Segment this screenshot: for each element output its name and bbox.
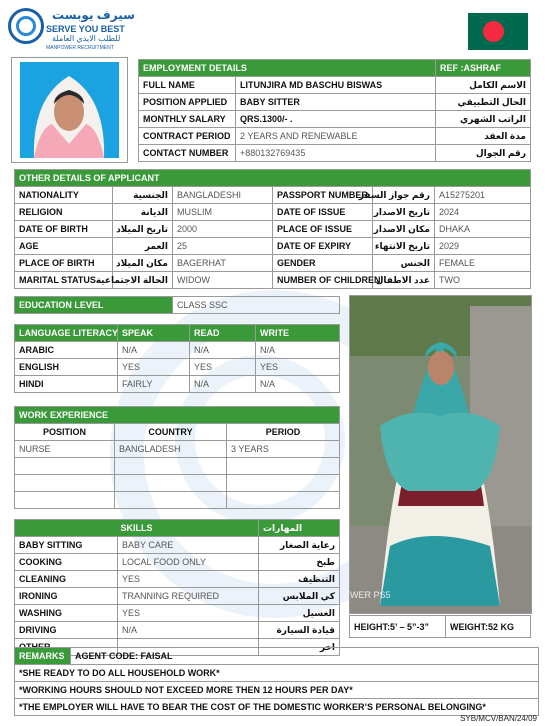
reference-code: REF :ASHRAF	[436, 60, 531, 77]
applicant-photo	[11, 57, 128, 163]
work-title: WORK EXPERIENCE	[15, 407, 340, 424]
work-experience-table	[14, 406, 340, 509]
other-details-table	[14, 169, 531, 289]
skill-row: اخر	[15, 639, 340, 656]
weight-value: WEIGHT:52 KG	[446, 616, 531, 638]
work-row	[15, 475, 340, 492]
employment-row: CONTRACT PERIOD 2 YEARS AND RENEWABLE مدة العقد	[139, 128, 531, 145]
remarks-table	[14, 647, 539, 716]
skills-title-arabic: المهارات	[259, 520, 340, 537]
agent-code: AGENT CODE: FAISAL	[71, 648, 539, 665]
language-header-row: LANGUAGE LITERACY SPEAK READ WRITE	[15, 325, 340, 342]
other-details-title: OTHER DETAILS OF APPLICANT	[15, 170, 531, 187]
language-table	[14, 324, 340, 393]
skill-row: WASHING YES الغسيل	[15, 605, 340, 622]
language-row: ENGLISH YES YES YES	[15, 359, 340, 376]
detail-row: MARITAL STATUS الحالة الاجتماعية WIDOW NUMBER OF CHILDREN عدد الاطفال TWO	[15, 272, 531, 289]
work-row	[15, 492, 340, 509]
skills-table	[14, 519, 340, 656]
work-row: NURSE BANGLADESH 3 YEARS	[15, 441, 340, 458]
skill-row: BABY SITTING BABY CARE رعاية الصغار	[15, 537, 340, 554]
language-row: ARABIC N/A N/A N/A	[15, 342, 340, 359]
education-label: EDUCATION LEVEL	[15, 297, 173, 314]
education-value: CLASS SSC	[173, 297, 340, 314]
detail-row: DATE OF BIRTH تاريخ الميلاد 2000 PLACE OF ISSUE مكان الاصدار DHAKA	[15, 221, 531, 238]
employment-row: FULL NAME LITUNJIRA MD BASCHU BISWAS الاسم الكامل	[139, 77, 531, 94]
height-value: HEIGHT:5’ – 5”-3”	[350, 616, 446, 638]
employment-row: POSITION APPLIED BABY SITTER الحال التطبيقي	[139, 94, 531, 111]
bangladesh-flag-icon	[468, 13, 528, 50]
education-table	[14, 296, 340, 314]
remarks-label: REMARKS	[15, 648, 71, 665]
brand-arabic-sub: للطلب الايدي العاملة	[52, 34, 121, 43]
work-row	[15, 458, 340, 475]
skills-title: SKILLS	[15, 520, 259, 537]
language-row: HINDI FAIRLY N/A N/A	[15, 376, 340, 393]
employment-row: CONTACT NUMBER +880132769435 رقم الجوال	[139, 145, 531, 162]
employment-title: EMPLOYMENT DETAILS	[139, 60, 436, 77]
remark-line: *WORKING HOURS SHOULD NOT EXCEED MORE THEN 12 HOURS PER DAY*	[15, 682, 539, 699]
skill-row: DRIVING N/A قيادة السيارة	[15, 622, 340, 639]
skill-row: IRONING TRANNING REQUIRED كي الملابس	[15, 588, 340, 605]
detail-row: PLACE OF BIRTH مكان الميلاد BAGERHAT GENDER الجنس FEMALE	[15, 255, 531, 272]
photo-watermark: WER PS5	[350, 590, 391, 600]
brand-tagline: MANPOWER RECRUITMENT	[46, 45, 114, 51]
remark-line: *THE EMPLOYER WILL HAVE TO BEAR THE COST OF THE DOMESTIC WORKER’S PERSONAL BELONGING*	[15, 699, 539, 716]
brand-name: SERVE YOU BEST	[46, 24, 125, 34]
brand-arabic: سيرف يوبست	[52, 8, 135, 22]
work-header-row: POSITION COUNTRY PERIOD	[15, 424, 340, 441]
footer-code: SYB/MCV/BAN/24/09	[460, 714, 537, 723]
skill-row: COOKING LOCAL FOOD ONLY طبخ	[15, 554, 340, 571]
skills-header-row	[15, 520, 340, 537]
detail-row: NATIONALITY الجنسية BANGLADESHI PASSPORT NUMBER رقم جواز السفر A15275201	[15, 187, 531, 204]
measurements-table	[349, 615, 531, 638]
employment-details-table	[138, 59, 531, 162]
employment-row: MONTHLY SALARY QRS.1300/- . الراتب الشهري	[139, 111, 531, 128]
detail-row: AGE العمر 25 DATE OF EXPIRY تاريخ الانتهاء 2029	[15, 238, 531, 255]
remark-line: *SHE READY TO DO ALL HOUSEHOLD WORK*	[15, 665, 539, 682]
brand-logo	[8, 8, 44, 44]
detail-row: RELIGION الديانة MUSLIM DATE OF ISSUE تاريخ الاصدار 2024	[15, 204, 531, 221]
full-body-photo	[349, 295, 532, 614]
skill-row: CLEANING YES التنظيف	[15, 571, 340, 588]
